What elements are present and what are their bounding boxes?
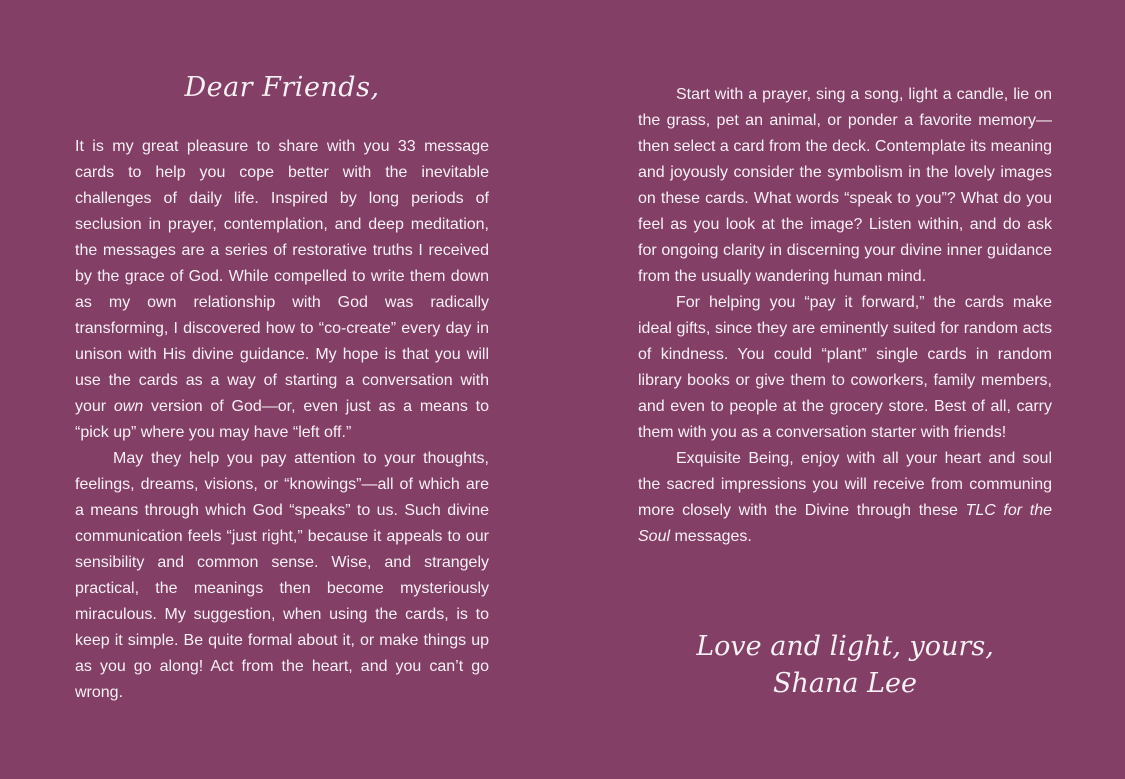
left-paragraph-1 [75, 134, 489, 446]
left-paragraph-1-part-a: It is my great pleasure to share with you 33 message cards to help you cope better with the inevitable challenges of daily life. Inspired by long periods of seclusion in prayer, contemplation, and deep meditation, the messages are a series of restorative truths I received by the grace of God. While compelled to write them down as my own relationship with God was radically transforming, I discovered how to “co-create” every day in unison with His divine guidance. My hope is that you will use the cards as a way of starting a conversation with your [75, 138, 489, 415]
left-paragraph-1-part-b: version of God—or, even just as a means to “pick up” where you may have “left off.” [75, 398, 489, 441]
right-paragraph-2: For helping you “pay it forward,” the cards make ideal gifts, since they are eminently suited for random acts of kindness. You could “plant” single cards in random library books or give them to coworkers, family members, and even to people at the grocery store. Best of all, carry them with you as a conversation starter with friends! [638, 294, 1052, 441]
closing-line: Love and light, yours, [696, 631, 994, 662]
salutation: Dear Friends, [184, 72, 380, 103]
signature: Shana Lee [773, 668, 917, 699]
right-paragraph-3 [638, 446, 1052, 550]
closing [638, 628, 1052, 702]
right-page-body [638, 82, 1052, 550]
right-paragraph-3-part-b: messages. [670, 528, 752, 545]
left-paragraph-1-emphasis: own [113, 398, 144, 415]
right-paragraph-3-part-a: Exquisite Being, enjoy with all your heart and soul the sacred impressions you will receive from communing more closely with the Divine through these [638, 450, 1052, 519]
left-page-body [75, 134, 489, 706]
right-paragraph-1: Start with a prayer, sing a song, light a candle, lie on the grass, pet an animal, or ponder a favorite memory—then select a card from the deck. Contemplate its meaning and joyously consider the symbolism in the lovely images on these cards. What words “speak to you”? What do you feel as you look at the image? Listen within, and do ask for ongoing clarity in discerning your divine inner guidance from the usually wandering human mind. [638, 86, 1052, 285]
left-paragraph-2: May they help you pay attention to your thoughts, feelings, dreams, visions, or “knowings”—all of which are a means through which God “speaks” to us. Such divine communication feels “just right,” because it appeals to our sensibility and common sense. Wise, and strangely practical, the meanings then become mysteriously miraculous. My suggestion, when using the cards, is to keep it simple. Be quite formal about it, or make things up as you go along! Act from the heart, and you can’t go wrong. [75, 450, 489, 701]
right-paragraph-3-emphasis: TLC for the Soul [638, 502, 1053, 545]
